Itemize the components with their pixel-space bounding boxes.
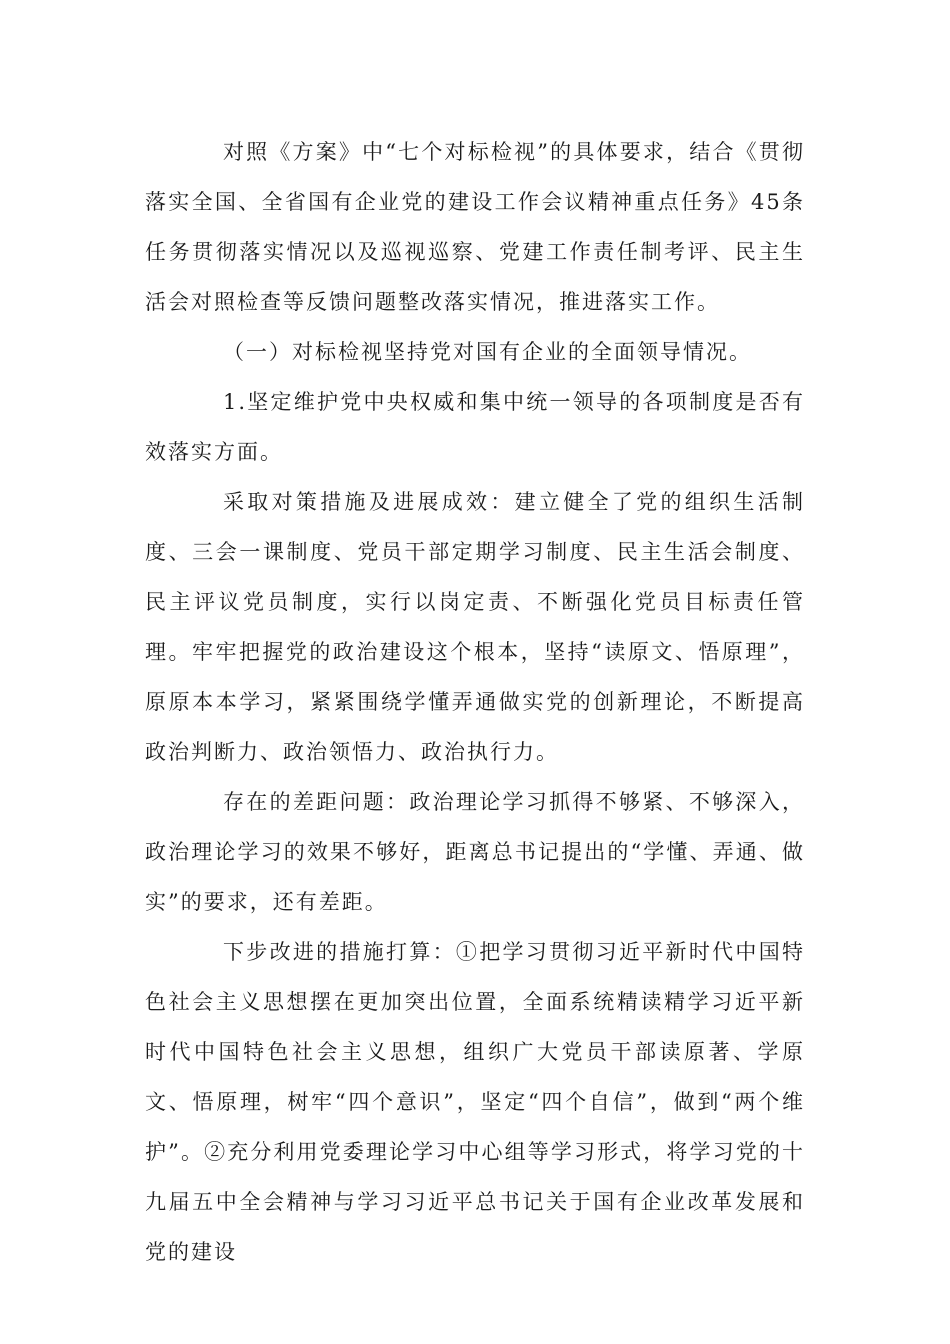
section-heading: （一）对标检视坚持党对国有企业的全面领导情况。 xyxy=(223,340,752,364)
intro-paragraph: 对照《方案》中“七个对标检视”的具体要求，结合《贯彻落实全国、全省国有企业党的建设工作会议精神重点任务》45条任务贯彻落实情况以及巡视巡察、党建工作责任制考评、民主生活会对照检查等反馈问题整改落实情况，推进落实工作。 xyxy=(145,140,805,314)
measures-paragraph: 采取对策措施及进展成效：建立健全了党的组织生活制度、三会一课制度、党员干部定期学习制度、民主生活会制度、民主评议党员制度，实行以岗定责、不断强化党员目标责任管理。牢牢把握党的政治建设这个根本，坚持“读原文、悟原理”，原原本本学习，紧紧围绕学懂弄通做实党的创新理论，不断提高政治判断力、政治领悟力、政治执行力。 xyxy=(145,490,805,764)
problems-paragraph: 存在的差距问题：政治理论学习抓得不够紧、不够深入，政治理论学习的效果不够好，距离总书记提出的“学懂、弄通、做实”的要求，还有差距。 xyxy=(145,790,805,914)
document-body xyxy=(145,127,805,1277)
item-heading: 1.坚定维护党中央权威和集中统一领导的各项制度是否有效落实方面。 xyxy=(145,390,805,464)
next-steps-paragraph: 下步改进的措施打算：①把学习贯彻习近平新时代中国特色社会主义思想摆在更加突出位置，全面系统精读精学习近平新时代中国特色社会主义思想，组织广大党员干部读原著、学原文、悟原理，树牢“四个意识”，坚定“四个自信”，做到“两个维护”。②充分利用党委理论学习中心组等学习形式，将学习党的十九届五中全会精神与学习习近平总书记关于国有企业改革发展和党的建设 xyxy=(145,940,805,1264)
